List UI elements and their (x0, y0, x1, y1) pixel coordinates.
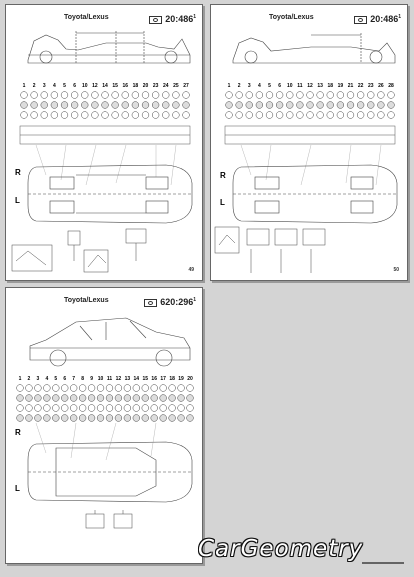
point-number: 20 (187, 376, 193, 382)
logo-text: CarGeometry (198, 536, 364, 562)
point-symbol (142, 112, 149, 119)
point-symbol (79, 415, 86, 422)
point-symbol (327, 112, 334, 119)
point-number: 24 (162, 83, 169, 89)
point-symbol (276, 112, 283, 119)
point-symbol (21, 92, 28, 99)
point-symbol (246, 102, 253, 109)
point-number: 13 (317, 83, 323, 89)
point-symbol (377, 102, 384, 109)
point-symbol (236, 102, 243, 109)
point-symbol (34, 395, 41, 402)
point-symbol (51, 92, 58, 99)
point-symbol (337, 102, 344, 109)
point-number: 16 (122, 83, 129, 89)
point-number: 20 (142, 83, 149, 89)
point-symbol (307, 102, 314, 109)
point-number: 6 (63, 376, 67, 382)
point-number: 1 (227, 83, 231, 89)
point-symbol (142, 92, 149, 99)
point-symbol (61, 385, 68, 392)
point-number: 10 (286, 83, 293, 89)
direction-left-label: L (220, 198, 225, 207)
point-symbol (102, 92, 109, 99)
point-symbol (106, 415, 113, 422)
point-symbol (296, 92, 303, 99)
point-symbol (21, 112, 28, 119)
point-symbol (367, 102, 374, 109)
point-number: 27 (183, 83, 189, 89)
point-symbol (286, 112, 293, 119)
point-symbol (317, 112, 324, 119)
point-symbol (286, 92, 293, 99)
page-code: $20:486^1$ (354, 14, 401, 24)
point-symbol (187, 405, 194, 412)
point-symbol (79, 385, 86, 392)
point-symbol (160, 385, 167, 392)
point-number: 18 (132, 83, 139, 89)
point-symbol (160, 415, 167, 422)
point-symbol (26, 415, 33, 422)
point-number: 19 (337, 83, 344, 89)
point-symbol (317, 92, 324, 99)
point-number: 17 (160, 376, 166, 382)
point-symbol (187, 395, 194, 402)
point-symbol (115, 385, 122, 392)
point-symbol (307, 92, 314, 99)
point-symbol (266, 102, 273, 109)
direction-right-label: R (220, 171, 226, 180)
point-symbol (17, 405, 24, 412)
point-symbol (115, 405, 122, 412)
point-symbol (124, 385, 131, 392)
point-symbol (276, 102, 283, 109)
point-symbol (97, 395, 104, 402)
point-symbol (31, 102, 38, 109)
point-symbol (307, 112, 314, 119)
point-symbol (142, 102, 149, 109)
point-symbol (31, 112, 38, 119)
point-number: 28 (388, 83, 394, 89)
point-symbol (21, 102, 28, 109)
point-symbol (81, 92, 88, 99)
page-code: $20:486^1$ (149, 14, 196, 24)
point-number: 15 (142, 376, 149, 382)
point-number: 18 (327, 83, 334, 89)
point-symbol (142, 385, 149, 392)
point-number: 12 (92, 83, 98, 89)
point-symbol (112, 92, 119, 99)
point-number: 13 (124, 376, 131, 382)
point-symbol (115, 415, 122, 422)
point-symbol (388, 102, 395, 109)
point-symbol (88, 395, 95, 402)
point-symbol (246, 112, 253, 119)
point-number: 5 (54, 376, 58, 382)
point-number: 23 (152, 83, 159, 89)
point-symbol (79, 405, 86, 412)
point-symbol (70, 415, 77, 422)
point-symbol (71, 102, 78, 109)
page-brand: Toyota/Lexus (64, 297, 109, 304)
point-symbol (152, 102, 159, 109)
page-brand: Toyota/Lexus (269, 14, 314, 21)
point-symbol (122, 92, 129, 99)
page-brand: Toyota/Lexus (64, 14, 109, 21)
point-number: 25 (173, 83, 179, 89)
point-symbol (41, 112, 48, 119)
point-symbol (256, 92, 263, 99)
point-symbol (26, 385, 33, 392)
point-symbol (34, 405, 41, 412)
point-symbol (52, 405, 59, 412)
point-symbol (97, 385, 104, 392)
point-symbol (388, 112, 395, 119)
point-symbol (91, 92, 98, 99)
point-symbol (61, 415, 68, 422)
point-symbol (61, 395, 68, 402)
point-symbol (112, 102, 119, 109)
point-symbol (337, 112, 344, 119)
point-number: 22 (357, 83, 364, 89)
point-symbol (183, 112, 190, 119)
point-number: 1 (18, 376, 22, 382)
point-symbol (169, 415, 176, 422)
point-symbol (286, 102, 293, 109)
point-symbol (61, 112, 68, 119)
point-symbol (79, 395, 86, 402)
point-symbol (226, 112, 233, 119)
point-symbol (61, 92, 68, 99)
point-symbol (256, 102, 263, 109)
point-symbol (41, 92, 48, 99)
point-symbol (337, 92, 344, 99)
point-symbol (102, 112, 109, 119)
point-symbol (266, 92, 273, 99)
point-symbol (172, 112, 179, 119)
point-symbol (81, 112, 88, 119)
point-number: 3 (36, 376, 40, 382)
point-symbol (172, 102, 179, 109)
point-symbol (178, 415, 185, 422)
point-symbol (169, 385, 176, 392)
point-symbol (296, 102, 303, 109)
point-symbol (178, 385, 185, 392)
point-number: 14 (102, 83, 108, 89)
point-symbol (367, 112, 374, 119)
point-symbol (226, 102, 233, 109)
point-symbol (142, 415, 149, 422)
point-symbol (88, 415, 95, 422)
point-number: 6 (278, 83, 282, 89)
point-symbol (112, 112, 119, 119)
point-number: 8 (81, 376, 85, 382)
point-symbol (51, 112, 58, 119)
point-symbol (347, 102, 354, 109)
point-symbol (178, 405, 185, 412)
point-symbol (34, 415, 41, 422)
point-symbol (88, 385, 95, 392)
point-symbol (172, 92, 179, 99)
point-number: 26 (378, 83, 384, 89)
direction-left-label: L (15, 484, 20, 493)
point-number: 4 (45, 376, 49, 382)
point-symbol (246, 92, 253, 99)
point-symbol (70, 385, 77, 392)
point-number: 6 (73, 83, 77, 89)
point-symbol (133, 385, 140, 392)
point-symbol (151, 415, 158, 422)
point-symbol (97, 405, 104, 412)
point-number: 7 (72, 376, 76, 382)
page-code: $620:296^1$ (144, 297, 196, 307)
point-number: 12 (307, 83, 313, 89)
point-symbol (357, 102, 364, 109)
point-symbol (88, 405, 95, 412)
point-number: 5 (63, 83, 66, 89)
point-symbol (91, 112, 98, 119)
point-symbol (52, 385, 59, 392)
point-symbol (61, 405, 68, 412)
point-symbol (317, 102, 324, 109)
point-number: 3 (247, 83, 251, 89)
point-symbol (91, 102, 98, 109)
point-symbol (124, 405, 131, 412)
point-symbol (106, 395, 113, 402)
point-number: 5 (268, 83, 271, 89)
point-number: 10 (97, 376, 104, 382)
underbody-drawing (211, 5, 407, 280)
point-number: 11 (297, 83, 303, 89)
point-symbol (61, 102, 68, 109)
point-symbol (183, 92, 190, 99)
point-symbol (236, 92, 243, 99)
point-symbol (43, 395, 50, 402)
point-symbol (152, 92, 159, 99)
point-symbol (162, 102, 169, 109)
point-symbol (162, 92, 169, 99)
point-symbol (31, 92, 38, 99)
point-symbol (122, 112, 129, 119)
point-symbol (17, 415, 24, 422)
point-symbol (377, 92, 384, 99)
point-symbol (296, 112, 303, 119)
point-symbol (152, 112, 159, 119)
point-symbol (102, 102, 109, 109)
point-symbol (41, 102, 48, 109)
point-symbol (256, 112, 263, 119)
point-symbol (178, 395, 185, 402)
point-symbol (26, 395, 33, 402)
point-number: 18 (169, 376, 175, 382)
point-number: 16 (151, 376, 157, 382)
point-symbol (151, 395, 158, 402)
point-symbol (71, 92, 78, 99)
point-symbol (169, 405, 176, 412)
point-symbol (160, 395, 167, 402)
point-symbol (133, 395, 140, 402)
point-symbol (122, 102, 129, 109)
point-symbol (327, 102, 334, 109)
point-number: 11 (106, 376, 113, 382)
point-symbol (71, 112, 78, 119)
point-symbol (142, 395, 149, 402)
manual-page-underbody-1 (5, 4, 203, 281)
point-number: 4 (257, 83, 261, 89)
point-symbol (51, 102, 58, 109)
point-number: 4 (52, 83, 56, 89)
point-symbol (132, 102, 139, 109)
point-symbol (106, 385, 113, 392)
point-symbol (106, 405, 113, 412)
point-symbol (357, 92, 364, 99)
direction-right-label: R (15, 168, 21, 177)
point-symbol (226, 92, 233, 99)
point-symbol (97, 415, 104, 422)
direction-left-label: L (15, 196, 20, 205)
point-symbol (17, 385, 24, 392)
point-number: 19 (178, 376, 184, 382)
point-number: 14 (133, 376, 140, 382)
point-symbol (52, 395, 59, 402)
point-symbol (187, 385, 194, 392)
point-symbol (183, 102, 190, 109)
body-drawing (6, 288, 202, 563)
point-symbol (367, 92, 374, 99)
point-symbol (187, 415, 194, 422)
page-number: 49 (188, 267, 194, 273)
point-symbol (160, 405, 167, 412)
point-symbol (236, 112, 243, 119)
point-symbol (133, 415, 140, 422)
point-number: 12 (115, 376, 122, 382)
direction-right-label: R (15, 428, 21, 437)
point-symbol (70, 395, 77, 402)
point-number: 9 (90, 376, 93, 382)
page-number: 50 (393, 267, 399, 273)
point-number: 2 (237, 83, 241, 89)
point-number: 2 (32, 83, 36, 89)
point-symbol (347, 112, 354, 119)
point-symbol (169, 395, 176, 402)
point-symbol (43, 405, 50, 412)
point-symbol (133, 405, 140, 412)
point-symbol (124, 395, 131, 402)
point-number: 1 (22, 83, 26, 89)
point-symbol (347, 92, 354, 99)
point-symbol (276, 92, 283, 99)
point-symbol (124, 415, 131, 422)
point-symbol (81, 102, 88, 109)
point-number: 10 (81, 83, 88, 89)
point-symbol (377, 112, 384, 119)
point-number: 23 (367, 83, 374, 89)
point-symbol (115, 395, 122, 402)
point-symbol (132, 112, 139, 119)
point-symbol (327, 92, 334, 99)
point-symbol (43, 415, 50, 422)
underbody-drawing (6, 5, 202, 280)
point-number: 15 (112, 83, 118, 89)
point-symbol (17, 395, 24, 402)
point-symbol (266, 112, 273, 119)
point-symbol (162, 112, 169, 119)
point-symbol (142, 405, 149, 412)
point-symbol (132, 92, 139, 99)
manual-page-body (5, 287, 203, 564)
point-symbol (26, 405, 33, 412)
manual-page-underbody-2 (210, 4, 408, 281)
point-number: 2 (27, 376, 31, 382)
point-symbol (52, 415, 59, 422)
point-symbol (43, 385, 50, 392)
point-symbol (70, 405, 77, 412)
point-symbol (34, 385, 41, 392)
point-symbol (357, 112, 364, 119)
point-symbol (151, 405, 158, 412)
point-number: 21 (347, 83, 354, 89)
point-number: 3 (42, 83, 46, 89)
point-symbol (388, 92, 395, 99)
point-symbol (151, 385, 158, 392)
